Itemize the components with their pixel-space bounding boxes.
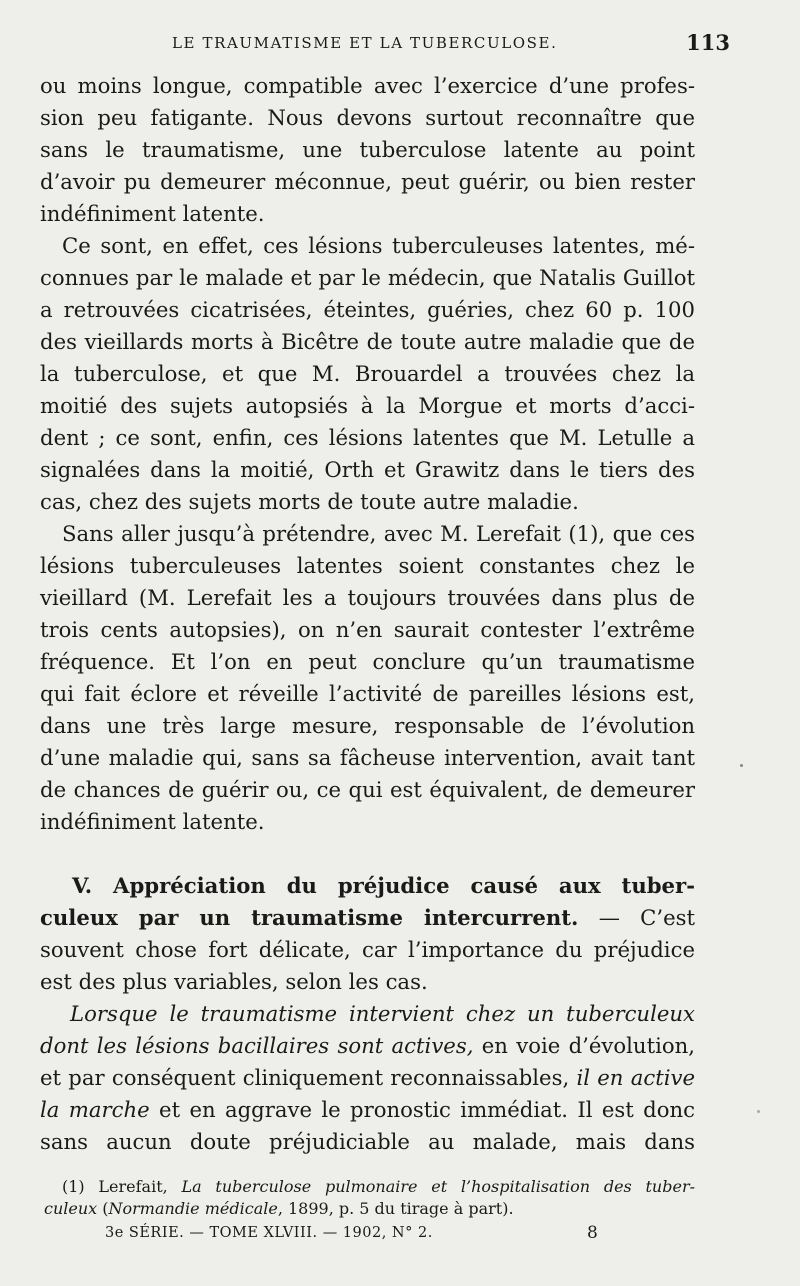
text-line: indéfiniment latente.: [40, 201, 265, 226]
text-line: de chances de guérir ou, ce qui est équivalent, de demeurer: [40, 777, 695, 802]
text-line: sans aucun doute préjudiciable au malade, mais dans: [40, 1129, 695, 1154]
text-line: la tuberculose, et que M. Brouardel a trouvées chez la: [40, 361, 695, 386]
text-line: vieillard (M. Lerefait les a toujours trouvées dans plus de: [40, 585, 695, 610]
text-line: d’une maladie qui, sans sa fâcheuse intervention, avait tant: [40, 745, 695, 770]
signature-mark: 8: [587, 1223, 598, 1243]
scan-speck: [757, 1110, 760, 1113]
text-line: cas, chez des sujets morts de toute autre maladie.: [40, 489, 579, 514]
text-line: a retrouvées cicatrisées, éteintes, guéries, chez 60 p. 100: [40, 297, 695, 322]
text-line: moitié des sujets autopsiés à la Morgue et morts d’acci-: [40, 393, 695, 418]
text-line: sion peu fatigante. Nous devons surtout reconnaître que: [40, 105, 695, 130]
text-line: dans une très large mesure, responsable de l’évolution: [40, 713, 695, 738]
page-number: 113: [686, 30, 730, 55]
text-line: signalées dans la moitié, Orth et Grawitz dans le tiers des: [40, 457, 695, 482]
text-line: lésions tuberculeuses latentes soient constantes chez le: [40, 553, 695, 578]
text-line: Lorsque le traumatisme intervient chez un tuberculeux: [70, 1001, 695, 1026]
text-line: sans le traumatisme, une tuberculose latente au point: [40, 137, 695, 162]
text-span: — C’est: [578, 905, 696, 930]
text-line: des vieillards morts à Bicêtre de toute autre maladie que de: [40, 329, 695, 354]
footnote-text: , 1899, p. 5 du tirage à part).: [277, 1199, 514, 1218]
running-head: [40, 30, 730, 60]
text-line: [40, 1030, 695, 1062]
text-span: et par conséquent cliniquement reconnaissables,: [40, 1065, 577, 1090]
text-line: souvent chose fort délicate, car l’importance du préjudice: [40, 937, 695, 962]
text-line: est des plus variables, selon les cas.: [40, 969, 428, 994]
text-line: [40, 902, 695, 934]
text-line: qui fait éclore et réveille l’activité de pareilles lésions est,: [40, 681, 695, 706]
footnote-line: [62, 1176, 695, 1198]
footnote-italic: Normandie médicale: [108, 1199, 278, 1218]
footnote-italic: La tuberculose pulmonaire et l’hospitalisation des tuber-: [181, 1177, 695, 1196]
footnote-text: (1) Lerefait,: [62, 1177, 182, 1196]
text-line: d’avoir pu demeurer méconnue, peut guérir, ou bien rester: [40, 169, 695, 194]
signature-line: 3e SÉRIE. — TOME XLVIII. — 1902, N° 2.: [105, 1225, 433, 1241]
italic-span: dont les lésions bacillaires sont actives,: [40, 1033, 474, 1058]
text-line: ou moins longue, compatible avec l’exercice d’une profes-: [40, 73, 695, 98]
footnote-text: (: [97, 1199, 109, 1218]
text-line: [40, 1062, 695, 1094]
text-line: [40, 1094, 695, 1126]
text-line: trois cents autopsies), on n’en saurait contester l’extrême: [40, 617, 695, 642]
running-head-title: LE TRAUMATISME ET LA TUBERCULOSE.: [172, 34, 558, 52]
footnote-line: [44, 1198, 644, 1220]
text-span: en voie d’évolution,: [473, 1033, 695, 1058]
scan-speck: [740, 764, 743, 767]
footnote-italic: culeux: [44, 1199, 98, 1218]
section-heading: V. Appréciation du préjudice causé aux tuber-: [72, 873, 695, 898]
section-heading-end: culeux par un traumatisme intercurrent.: [40, 905, 579, 930]
text-line: connues par le malade et par le médecin, que Natalis Guillot: [40, 265, 695, 290]
text-line: Sans aller jusqu’à prétendre, avec M. Lerefait (1), que ces: [62, 521, 695, 546]
text-line: fréquence. Et l’on en peut conclure qu’un traumatisme: [40, 649, 695, 674]
text-line: dent ; ce sont, enfin, ces lésions latentes que M. Letulle a: [40, 425, 695, 450]
italic-span: la marche: [40, 1097, 150, 1122]
italic-span: il en active: [576, 1065, 695, 1090]
text-line: indéfiniment latente.: [40, 809, 265, 834]
text-line: Ce sont, en effet, ces lésions tuberculeuses latentes, mé-: [62, 233, 695, 258]
text-span: et en aggrave le pronostic immédiat. Il est donc: [149, 1097, 695, 1122]
